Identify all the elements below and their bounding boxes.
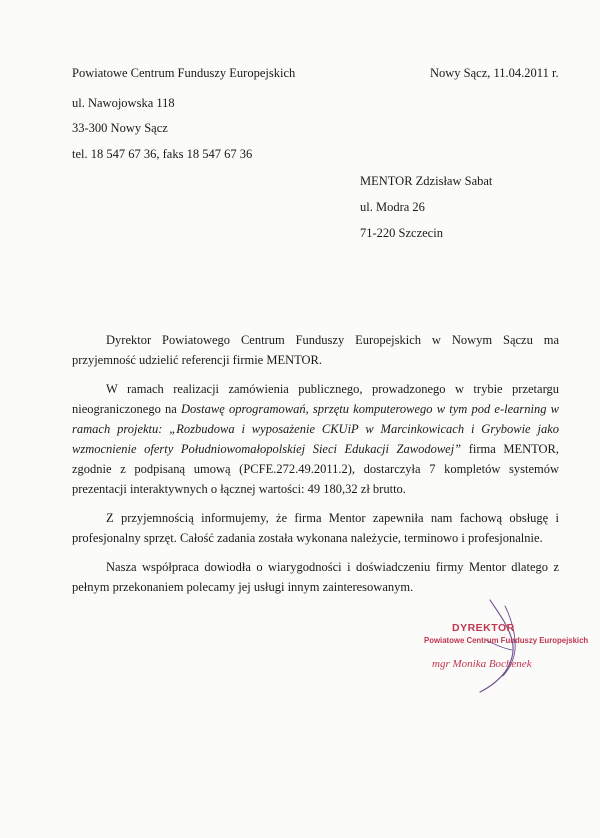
- paragraph-2-start: W ramach realizacji zamówienia publicznego, prowadzonego w trybie przetargu nieograniczonego na: [72, 382, 559, 416]
- stamp-name: mgr Monika Bochenek: [432, 658, 532, 670]
- sender-city: 33-300 Nowy Sącz: [72, 121, 168, 135]
- place-date: Nowy Sącz, 11.04.2011 r.: [430, 66, 559, 80]
- recipient-street: ul. Modra 26: [360, 200, 425, 214]
- paragraph-1: Dyrektor Powiatowego Centrum Funduszy Europejskich w Nowym Sączu ma przyjemność udzielić referencji firmie MENTOR.: [72, 333, 559, 367]
- stamp-title: DYREKTOR: [452, 622, 515, 634]
- paragraph-2-end: firma MENTOR, zgodnie z podpisaną umową (PCFE.272.49.2011.2), dostarczyła 7 kompletów systemów prezentacji interaktywnych o łącznej wartości: 49 180,32 zł brutto.: [72, 442, 560, 496]
- stamp-organization: Powiatowe Centrum Funduszy Europejskich: [424, 636, 589, 645]
- sender-phone-fax: tel. 18 547 67 36, faks 18 547 67 36: [72, 147, 253, 161]
- recipient-name: MENTOR Zdzisław Sabat: [360, 174, 493, 188]
- sender-street: ul. Nawojowska 118: [72, 96, 175, 110]
- paragraph-3: Z przyjemnością informujemy, że firma Mentor zapewniła nam fachową obsługę i profesjonalny sprzęt. Całość zadania została wykonana należycie, terminowo i profesjonalnie.: [72, 511, 559, 545]
- sender-organization: Powiatowe Centrum Funduszy Europejskich: [72, 66, 296, 80]
- project-name: Dostawę oprogramowań, sprzętu komputerowego w tym pod e-learning w ramach projektu: „Rozbudowa i wyposażenie CKUiP w Marcinkowicach i Grybowie jako wzmocnienie oferty Południowomałopolskiej Sieci Edukacji Zawodowej”: [72, 402, 559, 456]
- paragraph-4: Nasza współpraca dowiodła o wiarygodności i doświadczeniu firmy Mentor dlatego z pełnym przekonaniem polecamy jej usługi innym zainteresowanym.: [72, 560, 559, 594]
- recipient-city: 71-220 Szczecin: [360, 226, 443, 240]
